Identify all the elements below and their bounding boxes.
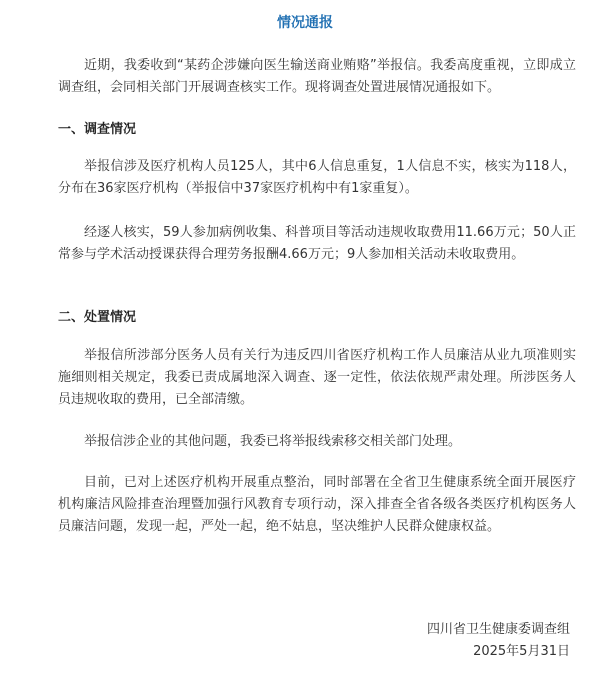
notice-title: 情况通报	[277, 15, 333, 31]
disposal-paragraph-2: 举报信涉企业的其他问题，我委已将举报线索移交相关部门处理。	[84, 434, 462, 449]
section-heading-disposal: 二、处置情况	[58, 310, 137, 325]
investigation-paragraph-1: 举报信涉及医疗机构人员125人，其中6人信息重复，1人信息不实，核实为118人，分布在36家医疗机构（举报信中37家医疗机构中有1家重复）。	[58, 159, 576, 196]
section-heading-investigation: 一、调查情况	[58, 122, 137, 137]
intro-paragraph: 近期，我委收到“某药企涉嫌向医生输送商业贿赂”举报信。我委高度重视，立即成立调查组，会同相关部门开展调查核实工作。现将调查处置进展情况通报如下。	[58, 58, 576, 95]
disposal-paragraph-1: 举报信所涉部分医务人员有关行为违反四川省医疗机构工作人员廉洁从业九项准则实施细则相关规定，我委已责成属地深入调查、逐一定性，依法依规严肃处理。所涉医务人员违规收取的费用，已全部清缴。	[58, 348, 576, 407]
disposal-paragraph-3: 目前，已对上述医疗机构开展重点整治，同时部署在全省卫生健康系统全面开展医疗机构廉洁风险排查治理暨加强行风教育专项行动，深入排查全省各级各类医疗机构医务人员廉洁问题，发现一起，严处一起，绝不姑息，坚决维护人民群众健康权益。	[58, 475, 576, 534]
signature-issuer: 四川省卫生健康委调查组	[426, 622, 570, 637]
investigation-paragraph-2: 经逐人核实，59人参加病例收集、科普项目等活动违规收取费用11.66万元；50人正常参与学术活动授课获得合理劳务报酬4.66万元；9人参加相关活动未收取费用。	[58, 225, 576, 262]
signature-date: 2025年5月31日	[473, 644, 570, 659]
